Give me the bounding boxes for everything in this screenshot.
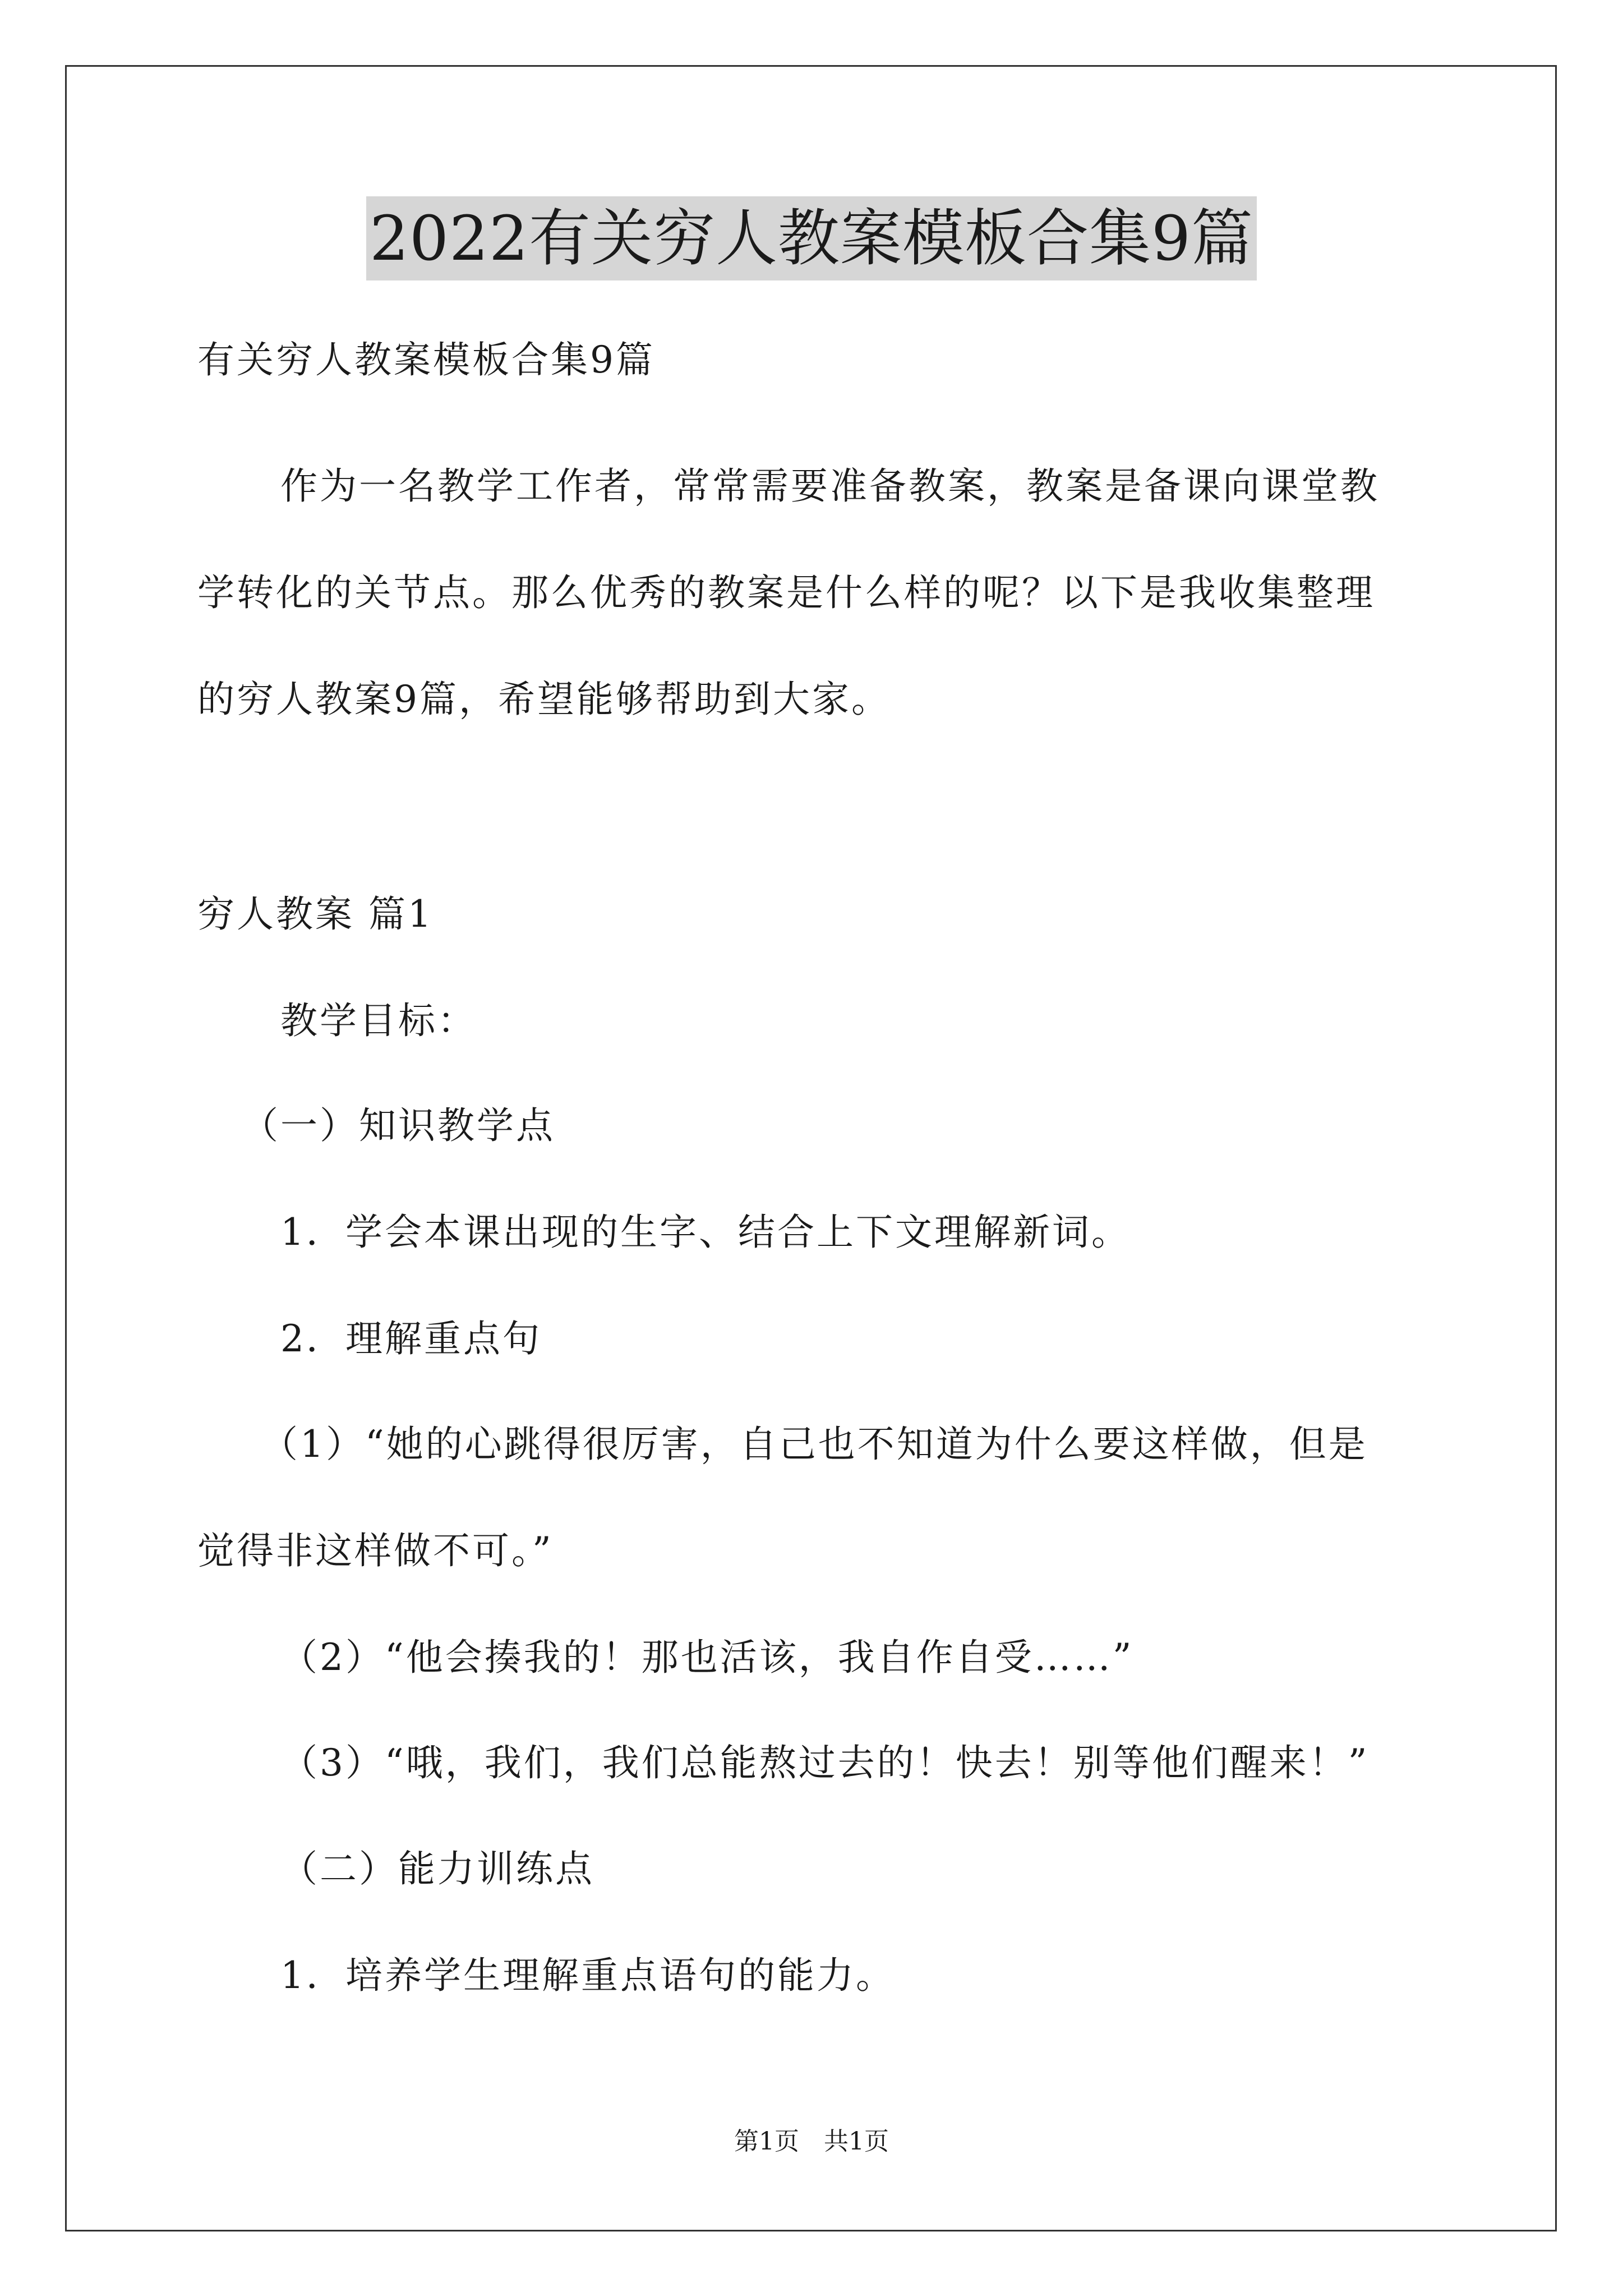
- paragraph-line: 1．学会本课出现的生字、结合上下文理解新词。: [280, 1211, 1131, 1254]
- paragraph-line: （二）能力训练点: [280, 1847, 594, 1890]
- paragraph-line: 学转化的关节点。那么优秀的教案是什么样的呢？以下是我收集整理: [197, 571, 1375, 614]
- section-heading: 穷人教案 篇1: [197, 892, 434, 936]
- paragraph-line: （2）“他会揍我的！那也活该，我自作自受……”: [280, 1636, 1134, 1679]
- paragraph-line: 的穷人教案9篇，希望能够帮助到大家。: [197, 678, 891, 721]
- paragraph-line: （3）“哦，我们，我们总能熬过去的！快去！别等他们醒来！”: [280, 1741, 1370, 1784]
- title-container: [0, 196, 1623, 280]
- paragraph-line: （1）“她的心跳得很厉害，自己也不知道为什么要这样做，但是: [261, 1423, 1368, 1466]
- paragraph-line: 觉得非这样做不可。”: [197, 1529, 554, 1572]
- paragraph-line: 作为一名教学工作者，常常需要准备教案，教案是备课向课堂教: [280, 464, 1380, 508]
- paragraph-line: （一）知识教学点: [241, 1104, 555, 1147]
- paragraph-line: 教学目标：: [280, 999, 477, 1042]
- subtitle-line: 有关穷人教案模板合集9篇: [197, 338, 655, 381]
- paragraph-line: 1．培养学生理解重点语句的能力。: [280, 1954, 895, 1997]
- page-footer: 第1页 共1页: [734, 2127, 889, 2156]
- document-title: 2022有关穷人教案模板合集9篇: [366, 196, 1257, 280]
- paragraph-line: 2．理解重点句: [280, 1317, 542, 1360]
